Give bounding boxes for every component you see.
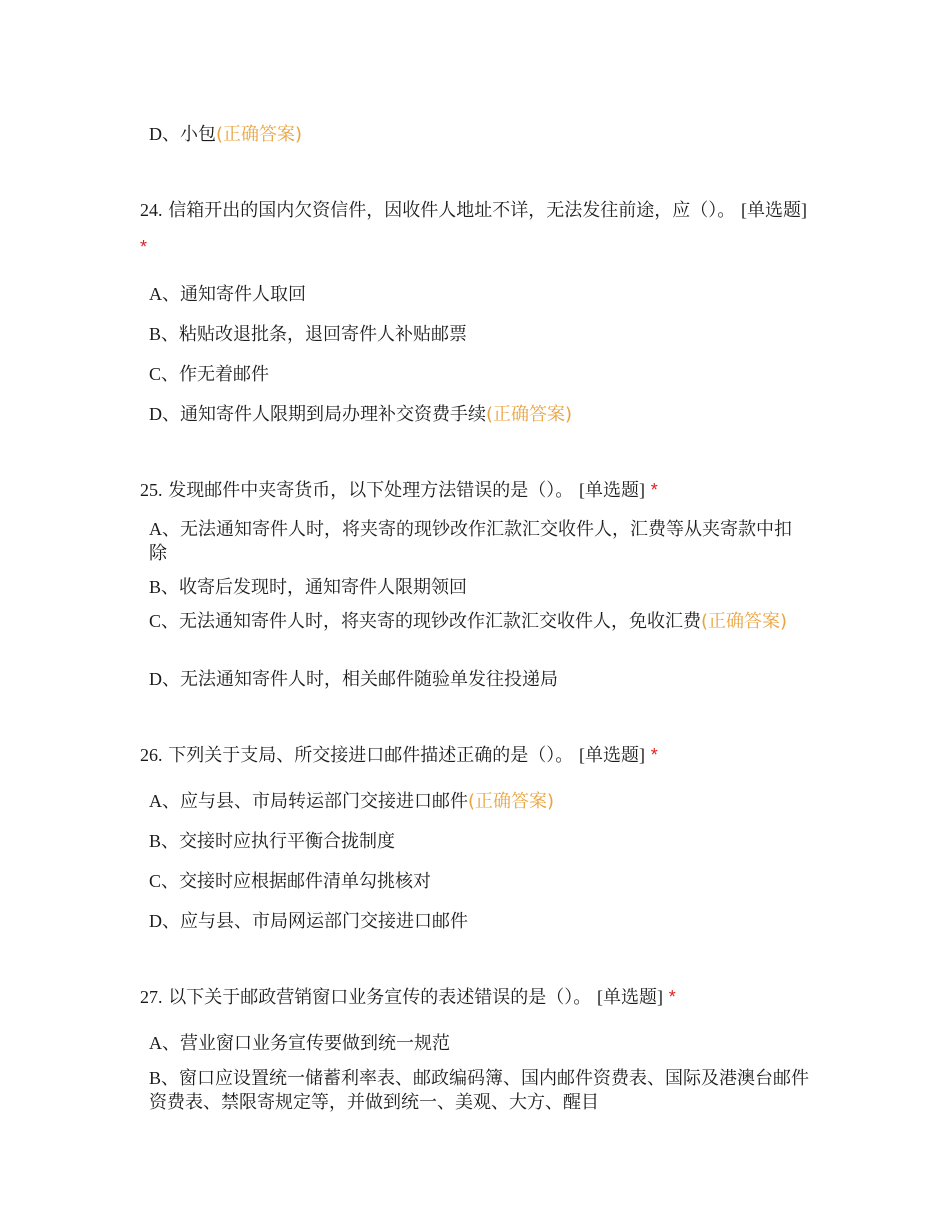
question-text: 下列关于支局、所交接进口邮件描述正确的是（）。 [168, 745, 574, 766]
option-letter: A [149, 791, 162, 811]
required-mark: * [650, 745, 658, 765]
option-text: 收寄后发现时，通知寄件人限期领回 [179, 577, 468, 598]
question-27-title [140, 979, 810, 1016]
option-text: 交接时应执行平衡合拢制度 [179, 831, 396, 852]
q26-option-d[interactable]: D、应与县、市局网运部门交接进口邮件 [149, 911, 468, 932]
q25-option-d[interactable]: D、无法通知寄件人时，相关邮件随验单发往投递局 [149, 669, 558, 690]
question-text: 以下关于邮政营销窗口业务宣传的表述错误的是（）。 [168, 987, 592, 1008]
question-text: 发现邮件中夹寄货币，以下处理方法错误的是（）。 [168, 480, 574, 501]
option-letter: B [149, 577, 162, 597]
option-letter: A [149, 1033, 162, 1053]
q27-option-a[interactable]: A、营业窗口业务宣传要做到统一规范 [149, 1033, 450, 1054]
option-text: 窗口应设置统一储蓄利率表、邮政编码簿、国内邮件资费表、国际及港澳台邮件资费表、禁限寄规定等，并做到统一、美观、大方、醒目 [149, 1068, 810, 1113]
option-letter: B [149, 1068, 162, 1088]
option-letter: B [149, 324, 162, 344]
option-letter: D [149, 669, 162, 689]
question-type: [单选题] [578, 745, 645, 765]
q26-option-b[interactable]: B、交接时应执行平衡合拢制度 [149, 831, 396, 852]
correct-answer-label: (正确答案) [701, 611, 788, 632]
option-text: 通知寄件人取回 [180, 284, 306, 305]
option-text: 无法通知寄件人时，将夹寄的现钞改作汇款汇交收件人，汇费等从夹寄款中扣除 [149, 519, 792, 564]
correct-answer-label: (正确答案) [486, 404, 573, 425]
question-number: 27. [140, 987, 163, 1007]
q24-option-c[interactable]: C、作无着邮件 [149, 364, 270, 385]
option-letter: D [149, 404, 162, 424]
option-text: 小包 [180, 124, 216, 145]
question-number: 26. [140, 745, 163, 765]
q24-option-d[interactable]: D、通知寄件人限期到局办理补交资费手续(正确答案) [149, 404, 573, 425]
question-text: 信箱开出的国内欠资信件，因收件人地址不详，无法发往前途，应（）。 [168, 200, 736, 221]
q23-option-d[interactable]: D、小包(正确答案) [149, 124, 303, 145]
option-text: 无法通知寄件人时，将夹寄的现钞改作汇款汇交收件人，免收汇费 [179, 611, 702, 632]
q25-option-a[interactable]: A、无法通知寄件人时，将夹寄的现钞改作汇款汇交收件人，汇费等从夹寄款中扣除 [149, 519, 792, 564]
q24-option-b[interactable]: B、粘贴改退批条，退回寄件人补贴邮票 [149, 324, 468, 345]
option-text: 应与县、市局网运部门交接进口邮件 [180, 911, 468, 932]
correct-answer-label: (正确答案) [216, 124, 303, 145]
q27-option-b[interactable]: B、窗口应设置统一储蓄利率表、邮政编码簿、国内邮件资费表、国际及港澳台邮件资费表、禁限寄规定等，并做到统一、美观、大方、醒目 [149, 1068, 810, 1113]
q24-option-a[interactable]: A、通知寄件人取回 [149, 284, 306, 305]
required-mark: * [668, 987, 676, 1007]
question-type: [单选题] [740, 200, 807, 220]
option-letter: A [149, 284, 162, 304]
question-number: 25. [140, 480, 163, 500]
option-text: 作无着邮件 [179, 364, 270, 385]
option-text: 粘贴改退批条，退回寄件人补贴邮票 [179, 324, 468, 345]
q26-option-c[interactable]: C、交接时应根据邮件清单勾挑核对 [149, 871, 432, 892]
option-letter: A [149, 519, 162, 539]
option-letter: D [149, 911, 162, 931]
option-letter: C [149, 611, 162, 631]
option-letter: C [149, 364, 162, 384]
option-text: 应与县、市局转运部门交接进口邮件 [180, 791, 468, 812]
option-text: 交接时应根据邮件清单勾挑核对 [179, 871, 432, 892]
q25-option-c[interactable]: C、无法通知寄件人时，将夹寄的现钞改作汇款汇交收件人，免收汇费(正确答案) [149, 611, 788, 632]
question-24-title [140, 192, 810, 266]
question-25-title [140, 472, 810, 509]
correct-answer-label: (正确答案) [468, 791, 555, 812]
option-letter: B [149, 831, 162, 851]
option-text: 无法通知寄件人时，相关邮件随验单发往投递局 [180, 669, 558, 690]
required-mark: * [650, 480, 658, 500]
q25-option-b[interactable]: B、收寄后发现时，通知寄件人限期领回 [149, 577, 468, 598]
question-type: [单选题] [596, 987, 663, 1007]
question-number: 24. [140, 200, 163, 220]
option-letter: C [149, 871, 162, 891]
q26-option-a[interactable]: A、应与县、市局转运部门交接进口邮件(正确答案) [149, 791, 555, 812]
question-type: [单选题] [578, 480, 645, 500]
question-26-title [140, 737, 810, 774]
required-mark: * [140, 237, 148, 257]
option-letter: D [149, 124, 162, 144]
option-text: 通知寄件人限期到局办理补交资费手续 [180, 404, 486, 425]
option-text: 营业窗口业务宣传要做到统一规范 [180, 1033, 450, 1054]
